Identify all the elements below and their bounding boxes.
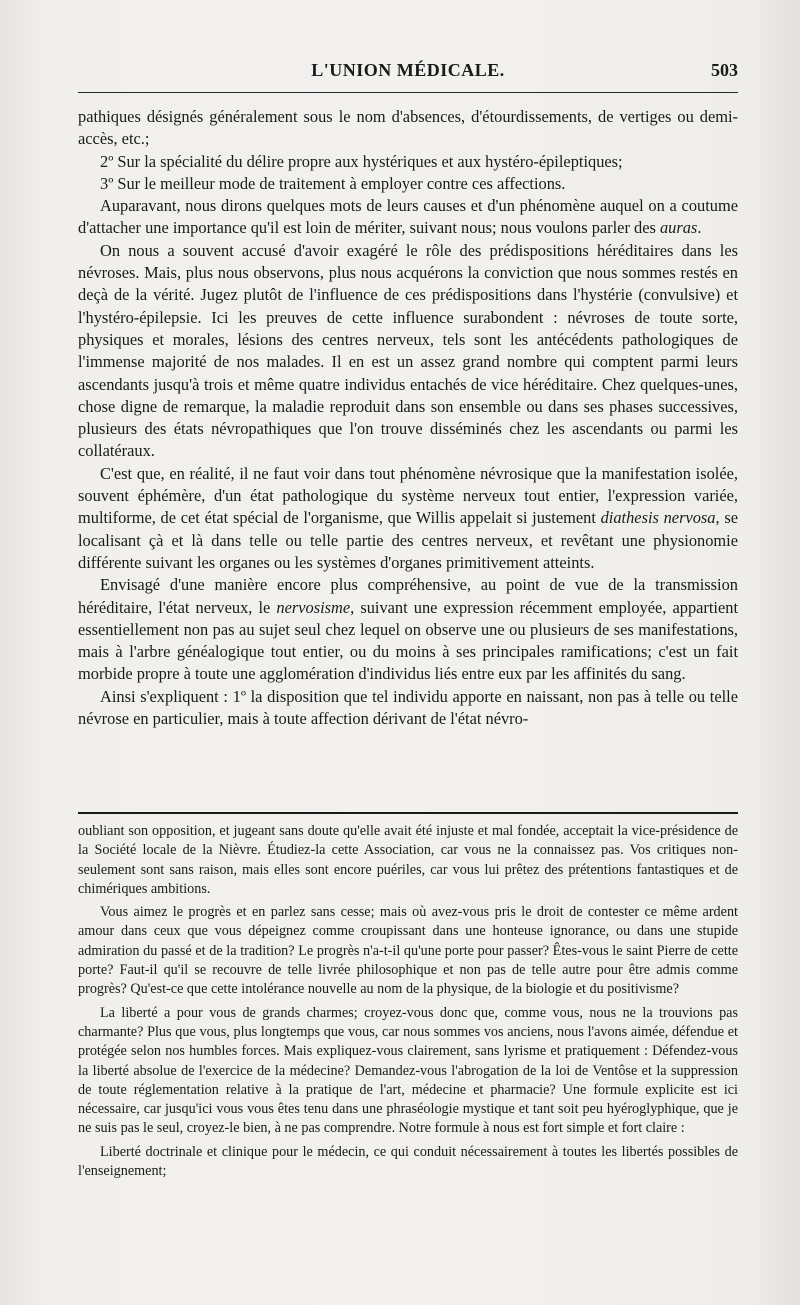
paragraph-continuation: pathiques désignés généralement sous le nom d'absences, d'étourdissements, de vertiges ou demi-accès, etc.; (78, 107, 738, 149)
paragraph-auras (78, 195, 738, 240)
text-run: , se localisant çà et là dans telle ou telle partie des centres nerveux, et revêtant une physionomie différente suivant les organes ou les systèmes d'organes primitivement atteints. (78, 508, 738, 572)
paragraph-diathesis (78, 463, 738, 574)
page-header (78, 58, 738, 88)
header-rule (78, 92, 738, 93)
italic-term: diathesis nervosa (600, 508, 716, 528)
feuilleton-separator (78, 812, 738, 814)
feuilleton-text (78, 822, 738, 1185)
paragraph-nervosisme (78, 574, 738, 685)
page-number: 503 (711, 60, 738, 80)
text-run: C'est que, en réalité, il ne faut voir dans tout phénomène névrosique que la manifestation isolée, souvent éphémère, d'un état pathologique du système nerveux tout entier, l'expression variée, multiforme, de cet état spécial de l'organisme, que Willis appelait si justement (78, 463, 738, 528)
text-run: , suivant une expression récemment employée, appartient essentiellement non pas au sujet seul chez lequel on observe une ou plusieurs de ses manifestations, mais à l'arbre généalogique tout entier, ou du moins à ses principales ramifications; c'est un fait morbide propre à toute une agglomération d'individus liés entre eux par les affinités du sang. (78, 597, 739, 684)
paragraph-explanation: Ainsi s'expliquent : 1º la disposition que tel individu apporte en naissant, non pas à telle ou telle névrose en particulier, mais à toute affection dérivant de l'état névro- (78, 686, 738, 729)
italic-term: nervosisme (276, 597, 351, 617)
feuilleton-paragraph: Vous aimez le progrès et en parlez sans cesse; mais où avez-vous pris le droit de contester ce même ardent amour dans ceux que vous dépeignez comme croupissant dans une honteuse ignorance, ou dans une stupide admiration du passé et de la tradition? Le progrès n'a-t-il qu'une porte pour passer? Êtes-vous le saint Pierre de cette porte? Faut-il qu'il se recouvre de telle livrée philosophique et non pas de telle autre pour être admis comme progrès? Qu'est-ce que cette intolérance nouvelle au nom de la physique, de la biologie et du positivisme? (78, 904, 738, 998)
feuilleton-paragraph: Liberté doctrinale et clinique pour le médecin, ce qui conduit nécessairement à toutes les libertés possibles de l'enseignement; (78, 1143, 738, 1180)
feuilleton-paragraph: oubliant son opposition, et jugeant sans doute qu'elle avait été injuste et mal fondée, acceptait la vice-présidence de la Société locale de la Nièvre. Étudiez-la cette Association, car vous ne la connaissez pas. Vos critiques non-seulement sont sans raison, mais elles sont encore puériles, car vous lui prêtez des prétentions fantastiques et de chimériques ambitions. (78, 823, 738, 897)
paragraph-heredity: On nous a souvent accusé d'avoir exagéré le rôle des prédispositions héréditaires dans les névroses. Mais, plus nous observons, plus nous acquérons la conviction que nous sommes restés en deçà de la vérité. Jugez plutôt de l'influence de ces prédispositions dans l'hystérie (convulsive) et l'hystéro-épilepsie. Ici les preuves de cette influence surabondent : névroses de toute sorte, physiques et morales, lésions des centres nerveux, tels sont les antécédents pathologiques de l'immense majorité de nos malades. Il en est un assez grand nombre qui comptent parmi leurs ascendants jusqu'à trois et même quatre individus entachés de vice héréditaire. Chez quelques-unes, chose digne de remarque, la maladie reproduit dans son ensemble ou dans ses phases successives, plusieurs des états névropathiques que l'on trouve disséminés chez les ascendants ou parmi les collatéraux. (78, 240, 738, 461)
italic-term: auras (659, 218, 698, 238)
text-run: Auparavant, nous dirons quelques mots de leurs causes et d'un phénomène auquel on a coutume d'attacher une importance qu'il est loin de mériter, suivant nous; nous voulons parler des (78, 196, 738, 238)
text-run: Envisagé d'une manière encore plus compréhensive, au point de vue de la transmission héréditaire, l'état nerveux, le (78, 575, 738, 617)
list-item-3: 3º Sur le meilleur mode de traitement à employer contre ces affections. (100, 173, 566, 193)
feuilleton-paragraph: La liberté a pour vous de grands charmes; croyez-vous donc que, comme vous, nous ne la trouvions pas charmante? Plus que vous, plus longtemps que vous, car nous sommes vos anciens, nous l'avons aimée, défendue et protégée selon nos humbles forces. Mais expliquez-vous clairement, sans lyrisme et pratiquement : Défendez-vous la liberté absolue de l'exercice de la médecine? Demandez-vous l'abrogation de la loi de Ventôse et la suppression de toute réglementation relative à la pratique de l'art, médecine et pharmacie? Une formule explicite est ici nécessaire, car jusqu'ici vous vous êtes tenu dans une phraséologie mystique et tant soit peu hyéroglyphique, que je ne suis pas le seul, croyez-le bien, à ne pas comprendre. Notre formule à nous est fort simple et fort claire : (78, 1004, 738, 1137)
text-run: . (697, 218, 702, 238)
journal-title: L'UNION MÉDICALE. (311, 60, 505, 80)
list-item-2: 2º Sur la spécialité du délire propre aux hystériques et aux hystéro-épileptiques; (100, 151, 623, 171)
main-text (78, 106, 738, 730)
